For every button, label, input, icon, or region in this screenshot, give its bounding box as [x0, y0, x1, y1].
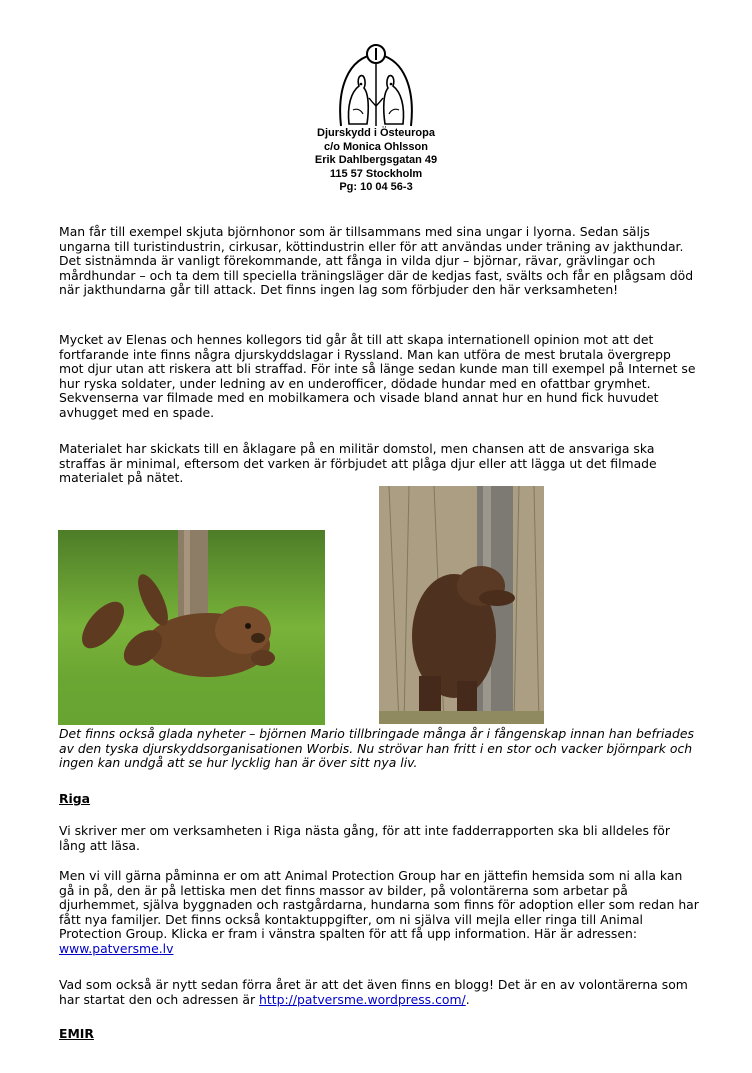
care-of: c/o Monica Ohlsson	[324, 140, 428, 153]
photo-bear-on-grass	[58, 530, 325, 725]
photo-caption: Det finns också glada nyheter – björnen Mario tillbringade många år i fångenskap innan han befriades av den tyska djurskyddsorganisationen Worbis. Nu strövar han fritt i en stor och vacker björnpark och ingen kan undgå att se hur lycklig han är över sitt nya liv.	[59, 726, 694, 771]
postal-city: 115 57 Stockholm	[329, 167, 423, 180]
paragraph-bear-cubs: Man får till exempel skjuta björnhonor som är tillsammans med sina ungar i lyorna. Sedan säljs ungarna till turistindustrin, cirkusar, köttindustrin eller för att användas under träning av jakthundar. Det sistnämnda är vanligt förekommande, att fånga in vilda djur – björnar, rävar, grävlingar och mårdhundar – och ta dem till speciella träningsläger där de kedjas fast, svälts och får en plågsam död när jakthundarna går till attack. Det finns ingen lag som förbjuder den här verksamheten!	[59, 224, 694, 298]
paragraph-animal-protection-group	[59, 869, 699, 957]
link-patversme[interactable]: www.patversme.lv	[59, 940, 174, 956]
section-heading-emir: EMIR	[59, 1026, 94, 1041]
paragraph-blog-text: Vad som också är nytt sedan förra året är att det även finns en blogg! Det är en av volontärerna som har startat den och adressen är	[59, 977, 688, 1007]
paragraph-blog-end: .	[465, 991, 470, 1007]
link-blog[interactable]: http://patversme.wordpress.com/	[259, 991, 466, 1007]
paragraph-russia-opinion: Mycket av Elenas och hennes kollegors tid går åt till att skapa internationell opinion mot att det fortfarande inte finns några djurskyddslagar i Ryssland. Man kan utföra de mest brutala övergrepp mot djur utan att riskera att bli straffad. För inte så länge sedan kunde man till exempel på Internet se hur ryska soldater, under ledning av en underofficer, dödade hundar med en ofattbar grymhet. Sekvenserna var filmade med en mobilkamera och visade bland annat hur en hund fick huvudet avhugget med en spade.	[59, 332, 696, 420]
paragraph-prosecutor: Materialet har skickats till en åklagare på en militär domstol, men chansen att de ansvariga ska straffas är minimal, eftersom det varken är förbjudet att plåga djur eller att lägga ut det filmade materialet på nätet.	[59, 441, 657, 486]
organization-logo	[335, 40, 417, 130]
section-heading-riga: Riga	[59, 791, 91, 806]
org-name: Djurskydd i Östeuropa	[317, 127, 435, 139]
paragraph-riga-intro: Vi skriver mer om verksamheten i Riga nästa gång, för att inte fadderrapporten ska bli alldeles för lång att läsa.	[59, 823, 670, 853]
paragraph-apg-text: Men vi vill gärna påminna er om att Animal Protection Group har en jättefin hemsida som ni alla kan gå in på, den är på lettiska men det finns massor av bilder, på volontärerna som arbetar på djurhemmet, själva byggnaden och rastgårdarna, hundarna som finns för adoption eller som redan har fått nya familjer. Det finns också kontaktuppgifter, om ni själva vill mejla eller ringa till Animal Protection Group. Klicka er fram i vänstra spalten för att få upp information. Här är adressen:	[59, 868, 699, 942]
paragraph-blog	[59, 978, 699, 1007]
letterhead-address	[276, 127, 476, 195]
street-address: Erik Dahlbergsgatan 49	[314, 154, 438, 166]
postgiro-number: Pg: 10 04 56-3	[339, 181, 413, 193]
photo-bear-hugging-tree	[379, 486, 544, 724]
